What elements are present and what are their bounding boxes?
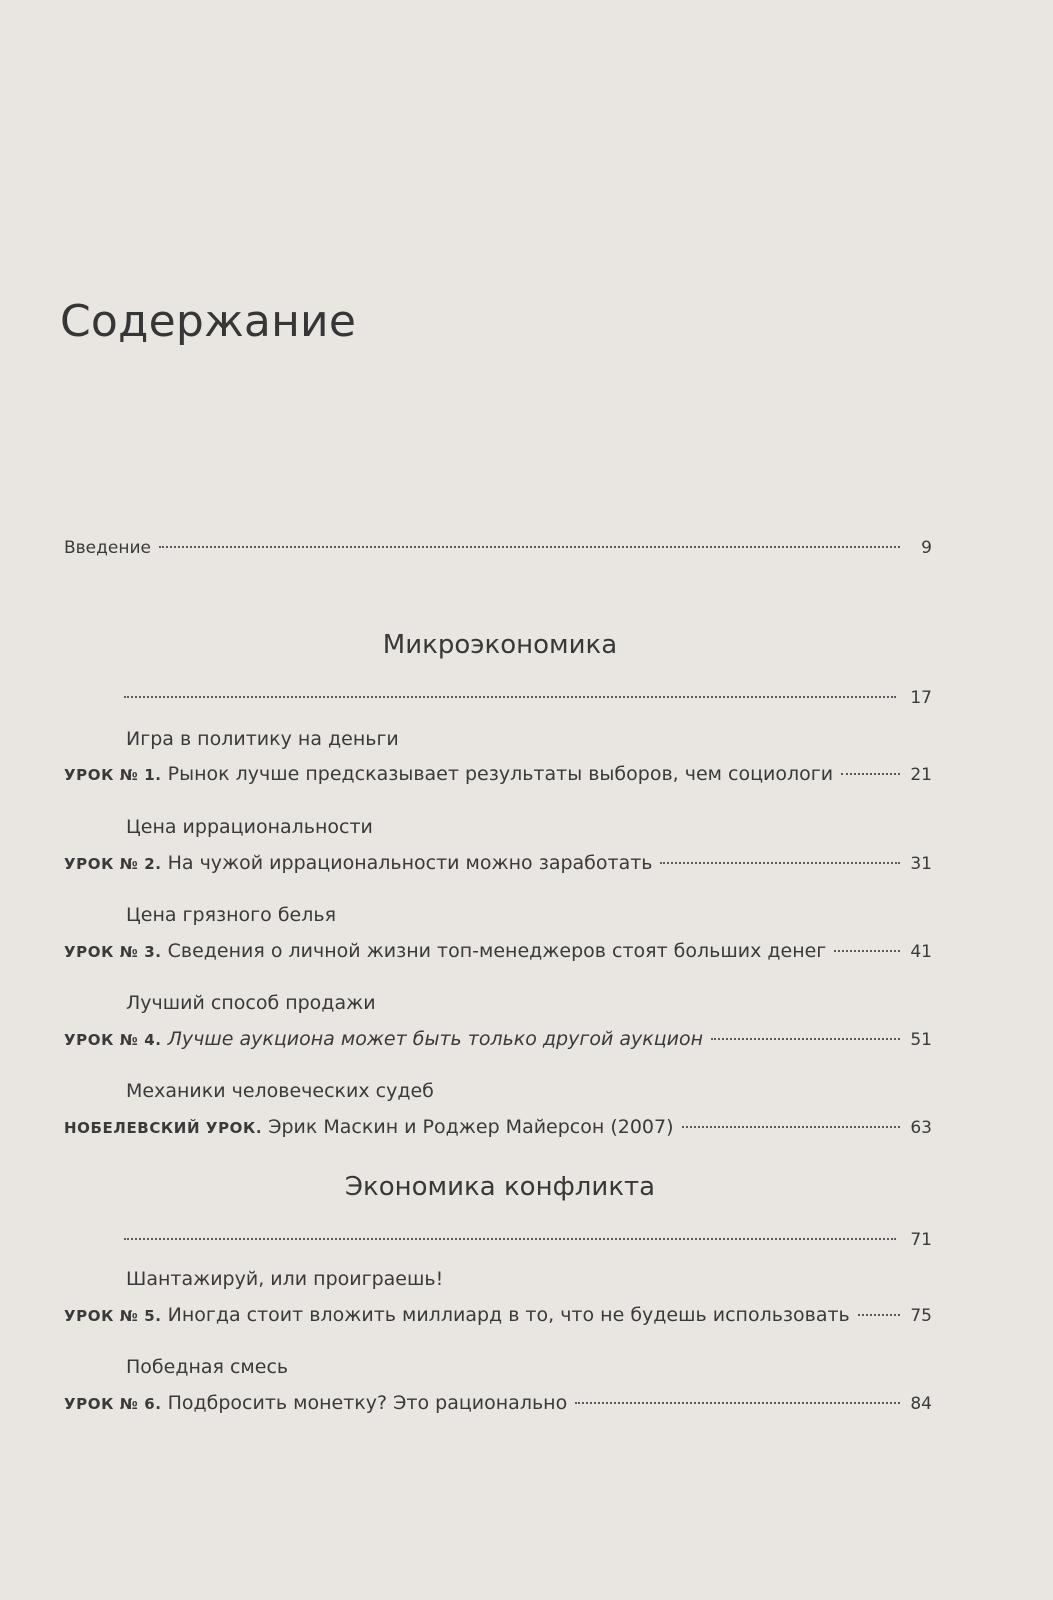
chapter-title: Игра в политику на деньги [126, 728, 399, 750]
section-heading: Экономика конфликта [344, 1172, 656, 1202]
lesson-tag: УРОК № 6. [64, 1395, 162, 1413]
lesson-text: Подбросить монетку? Это рационально [167, 1392, 568, 1414]
section-page-row[interactable] [124, 1230, 932, 1250]
toc-entry-lesson-5[interactable] [64, 1304, 932, 1326]
page-number: 41 [910, 942, 932, 962]
lesson-text: Эрик Маскин и Роджер Майерсон (2007) [268, 1116, 674, 1138]
lesson-tag: НОБЕЛЕВСКИЙ УРОК. [64, 1119, 263, 1137]
lesson-text: Иногда стоит вложить миллиард в то, что не будешь использовать [167, 1304, 850, 1326]
toc-entry-lesson-2[interactable] [64, 852, 932, 874]
dot-leader [841, 773, 900, 775]
lesson-text: На чужой иррациональности можно заработать [167, 852, 653, 874]
lesson-tag: УРОК № 1. [64, 766, 162, 784]
dot-leader [575, 1402, 900, 1404]
page-number: 31 [910, 854, 932, 874]
dot-leader [858, 1314, 900, 1316]
lesson-text: Сведения о личной жизни топ-менеджеров стоят больших денег [167, 940, 827, 962]
toc-entry-lesson-1[interactable] [64, 763, 932, 785]
page-number: 51 [910, 1030, 932, 1050]
chapter-title: Победная смесь [126, 1356, 289, 1378]
toc-entry-lesson-6[interactable] [64, 1392, 932, 1414]
lesson-tag: УРОК № 3. [64, 943, 162, 961]
section-heading: Микроэкономика [382, 630, 618, 660]
page-number: 17 [910, 688, 932, 708]
lesson-tag: УРОК № 2. [64, 855, 162, 873]
chapter-title: Лучший способ продажи [126, 992, 376, 1014]
page-number: 9 [921, 538, 932, 558]
page-number: 21 [910, 765, 932, 785]
dot-leader [711, 1038, 900, 1040]
toc-entry-lesson-4[interactable] [64, 1028, 932, 1050]
chapter-title: Механики человеческих судеб [126, 1080, 434, 1102]
toc-entry-intro[interactable] [64, 538, 932, 558]
page-number: 84 [910, 1394, 932, 1414]
lesson-tag: УРОК № 4. [64, 1031, 162, 1049]
toc-entry-lesson-3[interactable] [64, 940, 932, 962]
dot-leader [124, 1238, 896, 1240]
chapter-title: Цена иррациональности [126, 816, 373, 838]
page-number: 71 [910, 1230, 932, 1250]
lesson-text: Лучше аукциона может быть только другой аукцион [167, 1028, 704, 1050]
toc-entry-nobel-lesson[interactable] [64, 1116, 932, 1138]
lesson-tag: УРОК № 5. [64, 1307, 162, 1325]
dot-leader [660, 862, 900, 864]
lesson-text: Рынок лучше предсказывает результаты выборов, чем социологи [167, 763, 834, 785]
section-page-row[interactable] [124, 688, 932, 708]
dot-leader [682, 1126, 900, 1128]
page-number: 63 [910, 1118, 932, 1138]
page-title: Содержание [60, 296, 357, 347]
dot-leader [124, 696, 896, 698]
dot-leader [834, 950, 900, 952]
toc-entry-label: Введение [64, 538, 151, 558]
page-number: 75 [910, 1306, 932, 1326]
chapter-title: Шантажируй, или проиграешь! [126, 1268, 444, 1290]
dot-leader [159, 546, 900, 548]
chapter-title: Цена грязного белья [126, 904, 336, 926]
